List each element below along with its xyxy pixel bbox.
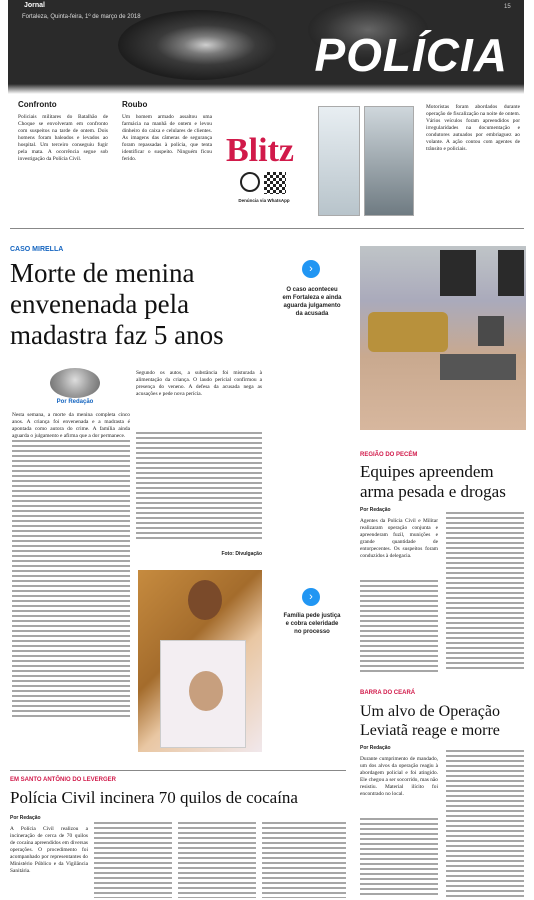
column-body-roubo: Um homem armado assaltou uma farmácia na manhã de ontem e levou dinheiro do caixa e celulares de clientes. As imagens das câmeras de segurança foram repassadas à polícia, que tenta identificar o suspeito. Ninguém ficou ferido. [122, 114, 212, 162]
text-column [178, 822, 256, 898]
info-circle-icon: › [302, 260, 320, 278]
blitz-logo: Blitz [226, 132, 294, 169]
police-badge [478, 316, 504, 346]
main-body-right: Segundo os autos, a substância foi misturada à alimentação da criança. O laudo pericial confirmou a presença do veneno. A defesa da acusada nega as acusações e pede nova perícia. [136, 370, 262, 397]
section-title: POLÍCIA [314, 29, 508, 81]
cocaine-byline: Por Redação [10, 815, 41, 821]
cocaine-body: A Polícia Civil realizou a incineração de cerca de 70 quilos de cocaína apreendidos em diversas operações. O procedimento foi acompanhado por representantes do Ministério Público e da Vigilância Sanitária. [10, 826, 88, 874]
side-note-1: O caso aconteceu em Fortaleza e ainda aguarda julgamento da acusada [282, 287, 342, 317]
text-column [446, 512, 524, 672]
side-note-2: Família pede justiça e cobra celeridade no processo [283, 613, 341, 635]
cocaine-kicker: EM SANTO ANTÔNIO DO LEVERGER [10, 777, 117, 783]
girl-portrait [189, 671, 223, 711]
drugs-body: Agentes da Polícia Civil e Militar realizaram operação conjunta e apreenderam fuzil, munições e grande quantidade de entorpecentes. Os suspeitos foram conduzidos à delegacia. [360, 518, 438, 559]
blitz-text: Motoristas foram abordados durante operação de fiscalização na noite de ontem. Vários veículos foram apreendidos por irregularidades na documentação e condutores autuados por embriaguez ao volante. A ação contou com agentes de trânsito e policiais. [426, 104, 520, 152]
text-column [136, 432, 262, 540]
person-head [188, 580, 222, 620]
blitz-caption: Denúncia via WhatsApp [238, 198, 290, 203]
date-line: Fortaleza, Quinta-feira, 1º de março de 2018 [22, 14, 141, 20]
qr-code-icon [264, 172, 286, 194]
info-circle-icon: › [302, 588, 320, 606]
cocaine-headline: Polícia Civil incinera 70 quilos de cocaína [10, 788, 298, 807]
column-body-confronto: Policiais militares do Batalhão de Choque se envolveram em confronto com suspeitos na tarde de ontem. Dois homens foram baleados e levados ao hospital. Um terceiro conseguiu fugir pela mata. A ocorrência segue sob investigação da Polícia Civil. [18, 114, 108, 162]
seized-phones [440, 354, 516, 380]
text-column [446, 750, 524, 898]
masthead-logo: Jornal [24, 2, 46, 9]
phone-image-2 [364, 106, 414, 216]
operation-body: Durante cumprimento de mandado, um dos alvos da operação reagiu à abordagem policial e foi atingido. Ele chegou a ser socorrido, mas não resistiu. Material ilícito foi encontrado no local. [360, 756, 438, 797]
main-body-left: Nesta semana, a morte da menina completa cinco anos. A criança foi envenenada e a madrasta é apontada como autora do crime. A família ainda aguarda o julgamento e afirma que a dor permanece. [12, 412, 130, 439]
photo-caption: Foto: Divulgação [221, 551, 262, 557]
text-column [94, 822, 172, 898]
divider [10, 770, 346, 771]
text-column [12, 440, 130, 720]
main-headline: Morte de menina envenenada pela madastra faz 5 anos [10, 258, 224, 350]
text-column [360, 818, 438, 898]
whatsapp-icon [240, 172, 260, 192]
drugs-kicker: REGIÃO DO PECÉM [360, 452, 418, 458]
chair-back [498, 250, 524, 296]
operation-byline: Por Redação [360, 745, 391, 751]
text-column [360, 580, 438, 672]
drug-packages [368, 312, 448, 352]
banner-eye-image [118, 10, 278, 80]
operation-headline: Um alvo de Operação Leviatã reage e morre [360, 703, 500, 739]
byline: Por Redação [56, 399, 94, 405]
phone-image-1 [318, 106, 360, 216]
seized-drugs-photo [360, 246, 526, 430]
divider [10, 228, 524, 229]
column-title-roubo: Roubo [122, 100, 148, 109]
text-column [262, 822, 346, 898]
column-title-confronto: Confronto [18, 100, 57, 109]
victim-mother-photo [138, 570, 262, 752]
section-banner [8, 0, 524, 90]
drugs-headline: Equipes apreendem arma pesada e drogas [360, 462, 506, 501]
main-kicker: CASO MIRELLA [10, 246, 64, 253]
author-photo [50, 368, 100, 398]
page-number: 15 [504, 4, 511, 10]
banner-torn-edge [8, 84, 524, 94]
chair-back [440, 250, 476, 296]
drugs-byline: Por Redação [360, 507, 391, 513]
operation-kicker: BARRA DO CEARÁ [360, 690, 416, 696]
tshirt-with-photo [160, 640, 246, 748]
